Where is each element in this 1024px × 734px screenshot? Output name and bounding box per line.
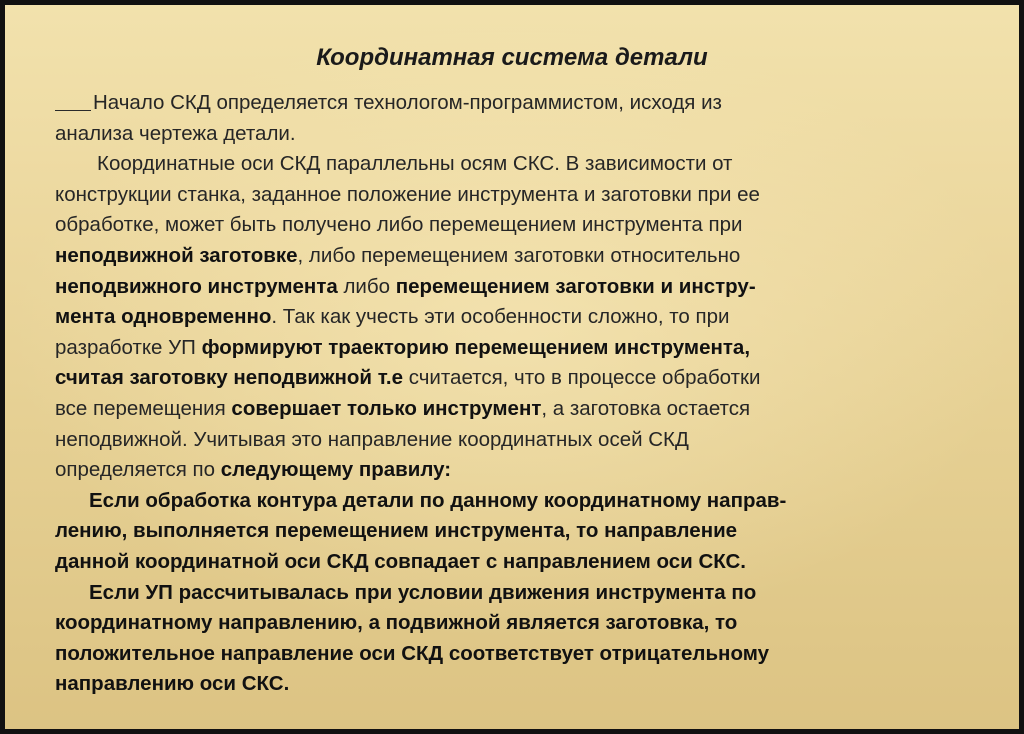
rule-text: положительное направление оси СКД соответствует отрицательному [55,641,769,665]
paragraph2-line6 [55,302,980,333]
rule-text: Если УП рассчитывалась при условии движения инструмента по [89,580,757,604]
rule1-line1 [55,486,980,517]
paragraph2-line1: Координатные оси СКД параллельны осям СКС. В зависимости от [97,152,733,176]
body-text: определяется по [55,458,221,482]
emphasis-text: перемещением заготовки и инстру- [395,274,756,298]
paragraph1-line2: анализа чертежа детали. [55,121,296,145]
slide-body [55,88,980,700]
emphasis-text: мента одновременно [55,305,272,329]
paragraph2-line9 [55,394,980,425]
rule2-line4 [55,669,980,700]
paragraph2-line5 [55,272,980,303]
rule2-line3 [55,639,980,670]
rule-text: координатному направлению, а подвижной является заготовка, то [55,611,738,635]
body-text: все перемещения [55,396,232,420]
emphasis-text: считая заготовку неподвижной т.е [55,366,404,390]
body-text: либо [337,274,396,298]
paragraph2-line2: конструкции станка, заданное положение инструмента и заготовки при ее [55,182,760,206]
slide-title: Координатная система детали [316,44,708,71]
paragraph2-line11 [55,455,980,486]
indent-underline [55,110,91,111]
rule1-line3 [55,547,980,578]
paragraph2-line8 [55,363,980,394]
rule2-line1 [55,578,980,609]
emphasis-text: следующему правилу: [220,458,452,482]
emphasis-text: неподвижного инструмента [55,274,338,298]
rule-text: направлению оси СКС. [55,672,290,696]
rule-text: лению, выполняется перемещением инструмента, то направление [55,519,738,543]
body-text: разработке УП [55,335,202,359]
paragraph2-line3: обработке, может быть получено либо перемещением инструмента при [55,213,743,237]
body-text: , либо перемещением заготовки относительно [297,243,741,267]
emphasis-text: совершает только инструмент [231,396,542,420]
rule-text: Если обработка контура детали по данному координатному направ- [89,488,787,512]
frame-bottom-border [0,729,1024,734]
paragraph1-line1: Начало СКД определяется технологом-программистом, исходя из [55,88,980,119]
rule-text: данной координатной оси СКД совпадает с направлением оси СКС. [55,549,746,573]
frame-right-border [1019,0,1024,734]
paragraph2-line10: неподвижной. Учитывая это направление координатных осей СКД [55,427,689,451]
body-text: , а заготовка остается [541,396,751,420]
emphasis-text: неподвижной заготовке [55,243,298,267]
emphasis-text: формируют траекторию перемещением инструмента, [201,335,751,359]
frame-left-border [0,0,5,734]
body-text: считается, что в процессе обработки [403,366,761,390]
body-text: . Так как учесть эти особенности сложно, то при [271,305,730,329]
rule2-line2 [55,608,980,639]
paragraph2-line4 [55,241,980,272]
paragraph2-line7 [55,333,980,364]
frame-top-border [0,0,1024,5]
rule1-line2 [55,516,980,547]
